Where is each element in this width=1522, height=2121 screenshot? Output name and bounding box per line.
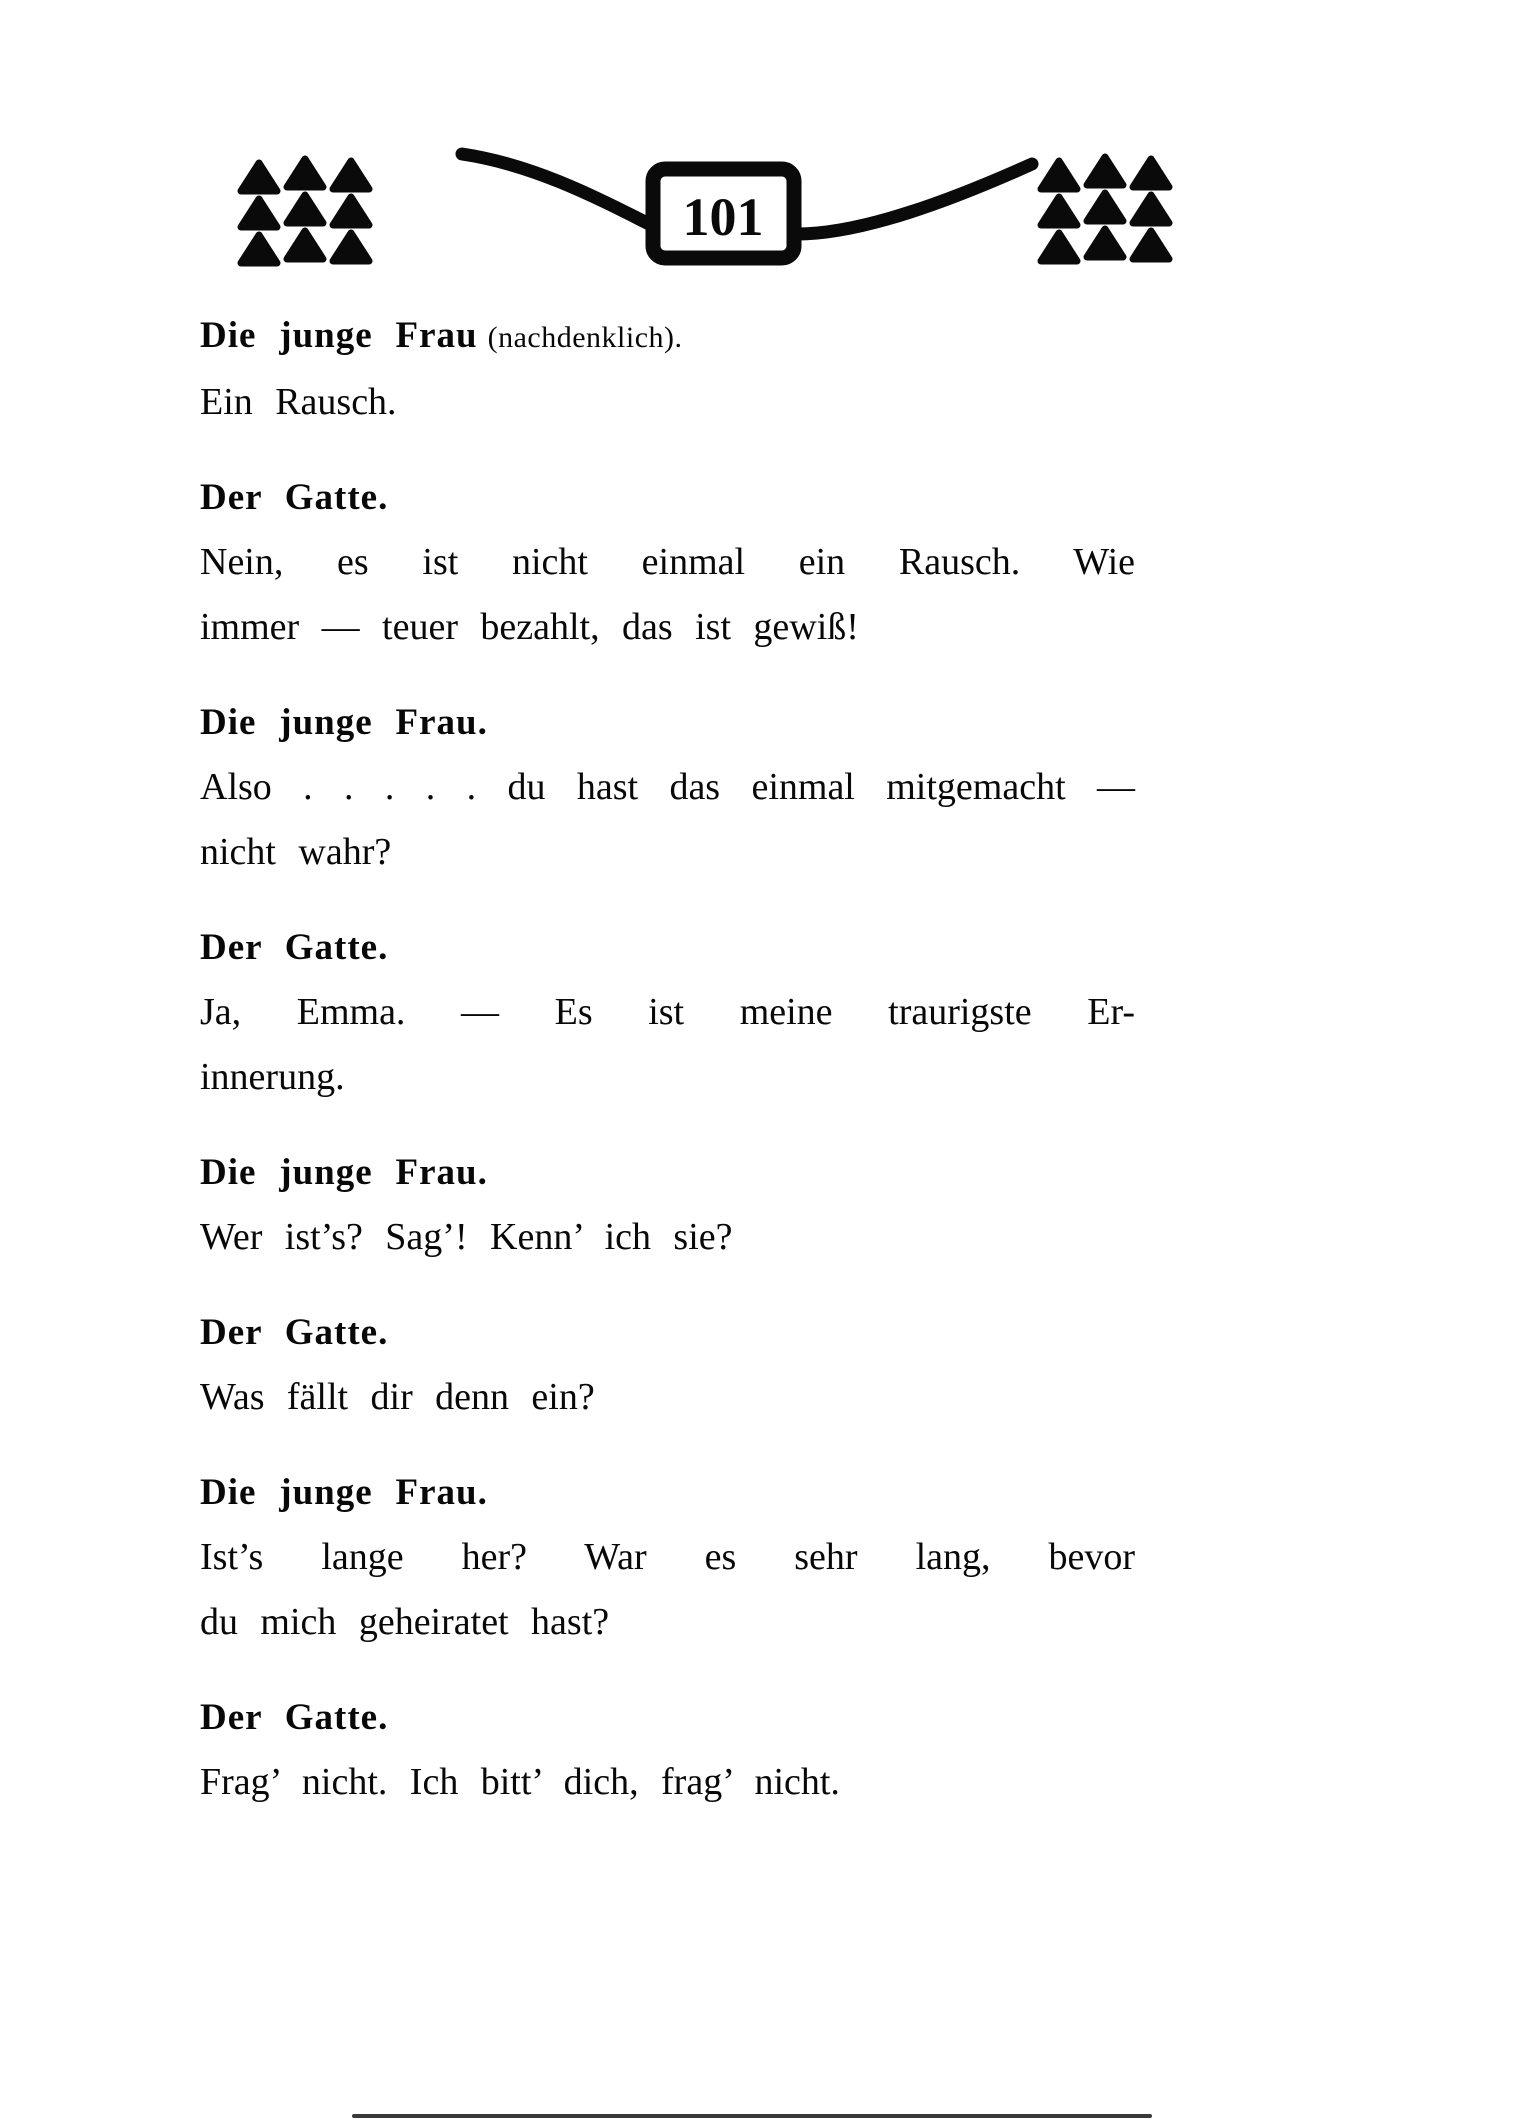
speaker-label: Die junge Frau.	[200, 1152, 488, 1193]
dialogue-line: Was fällt dir denn ein?	[200, 1376, 595, 1418]
right-triangle-ornament-icon	[1041, 157, 1169, 261]
dialogue-block	[200, 1300, 1135, 1430]
speaker-label: Der Gatte.	[200, 477, 389, 518]
dialogue-block	[200, 303, 1135, 435]
page-number: 101	[682, 187, 764, 247]
speaker-label: Die junge Frau	[200, 315, 478, 356]
stage-direction: (nachdenklich).	[487, 321, 683, 354]
dialogue-block	[200, 465, 1135, 660]
speaker-line	[200, 303, 1135, 370]
dialogue-line: Nein, es ist nicht einmal ein Rausch. Wie	[200, 541, 1135, 583]
speaker-line	[200, 690, 1135, 755]
dialogue-block	[200, 1140, 1135, 1270]
speaker-label: Der Gatte.	[200, 1697, 389, 1738]
left-swoosh-rule	[462, 154, 649, 224]
right-swoosh-rule	[797, 164, 1032, 234]
dialogue-line: Frag’ nicht. Ich bitt’ dich, frag’ nicht.	[200, 1761, 840, 1803]
dialogue-line: Ja, Emma. — Es ist meine traurigste Er-	[200, 991, 1135, 1033]
text-column	[200, 303, 1135, 1845]
dialogue-block	[200, 1685, 1135, 1815]
dialogue-block	[200, 1460, 1135, 1655]
dialogue-line: Also . . . . . du hast das einmal mitgemacht —	[200, 766, 1135, 808]
left-triangle-ornament-icon	[241, 159, 369, 263]
speaker-line	[200, 465, 1135, 530]
dialogue-line: immer — teuer bezahlt, das ist gewiß!	[200, 606, 859, 648]
page-header-ornament	[170, 112, 1180, 282]
speaker-line	[200, 1685, 1135, 1750]
dialogue-line: nicht wahr?	[200, 831, 392, 873]
speaker-line	[200, 915, 1135, 980]
speaker-label: Der Gatte.	[200, 927, 389, 968]
speaker-label: Der Gatte.	[200, 1312, 389, 1353]
scan-edge-artifact	[352, 2114, 1152, 2118]
dialogue-line: innerung.	[200, 1056, 345, 1098]
dialogue-line: du mich geheiratet hast?	[200, 1601, 610, 1643]
speaker-label: Die junge Frau.	[200, 702, 488, 743]
speaker-label: Die junge Frau.	[200, 1472, 488, 1513]
dialogue-block	[200, 690, 1135, 885]
speaker-line	[200, 1300, 1135, 1365]
dialogue-line: Ein Rausch.	[200, 381, 397, 423]
speaker-line	[200, 1140, 1135, 1205]
dialogue-block	[200, 915, 1135, 1110]
dialogue-line: Wer ist’s? Sag’! Kenn’ ich sie?	[200, 1216, 733, 1258]
speaker-line	[200, 1460, 1135, 1525]
dialogue-line: Ist’s lange her? War es sehr lang, bevor	[200, 1536, 1135, 1578]
